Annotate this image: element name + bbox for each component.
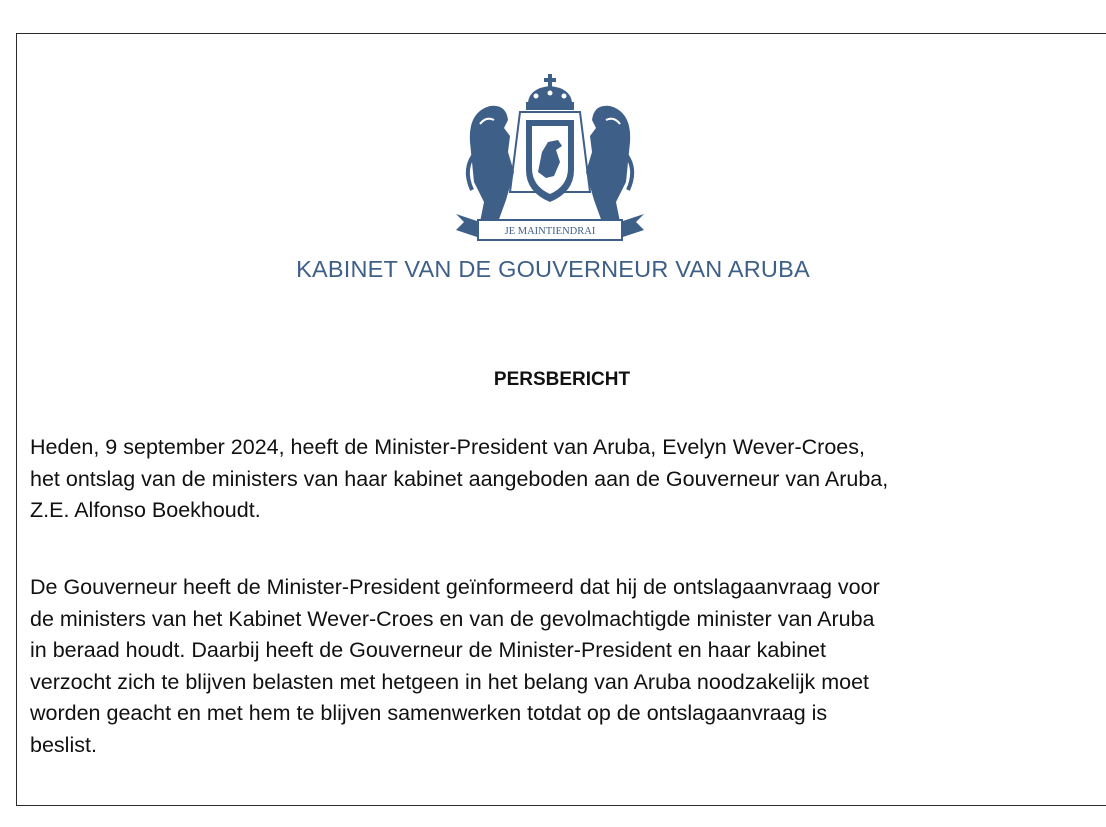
paragraph-line: verzocht zich te blijven belasten met hetgeen in het belang van Aruba noodzakelijk moet: [30, 669, 870, 694]
paragraph-line: het ontslag van de ministers van haar kabinet aangeboden aan de Gouverneur van Aruba,: [30, 466, 889, 491]
paragraph-line: worden geacht en met hem te blijven samenwerken totdat op de ontslagaanvraag is: [30, 701, 828, 725]
paragraph-line: De Gouverneur heeft de Minister-President geïnformeerd dat hij de ontslagaanvraag voor: [30, 575, 880, 599]
paragraph-line: Heden, 9 september 2024, heeft de Minister-President van Aruba, Evelyn Wever-Croes,: [30, 435, 865, 459]
coat-of-arms-icon: [450, 72, 650, 244]
paragraph-1: [30, 432, 1106, 527]
paragraph-line: beslist.: [30, 732, 97, 757]
paragraph-line: de ministers van het Kabinet Wever-Croes en van de gevolmachtigde minister van Aruba: [30, 606, 875, 631]
paragraph-line: Z.E. Alfonso Boekhoudt.: [30, 498, 261, 522]
paragraph-line: in beraad houdt. Daarbij heeft de Gouverneur de Minister-President en haar kabinet: [30, 638, 826, 662]
office-name: KABINET VAN DE GOUVERNEUR VAN ARUBA: [296, 256, 810, 282]
motto-text: JE MAINTIENDRAI: [504, 226, 596, 237]
document-title: PERSBERICHT: [493, 369, 631, 390]
paragraph-2: [30, 572, 1106, 761]
